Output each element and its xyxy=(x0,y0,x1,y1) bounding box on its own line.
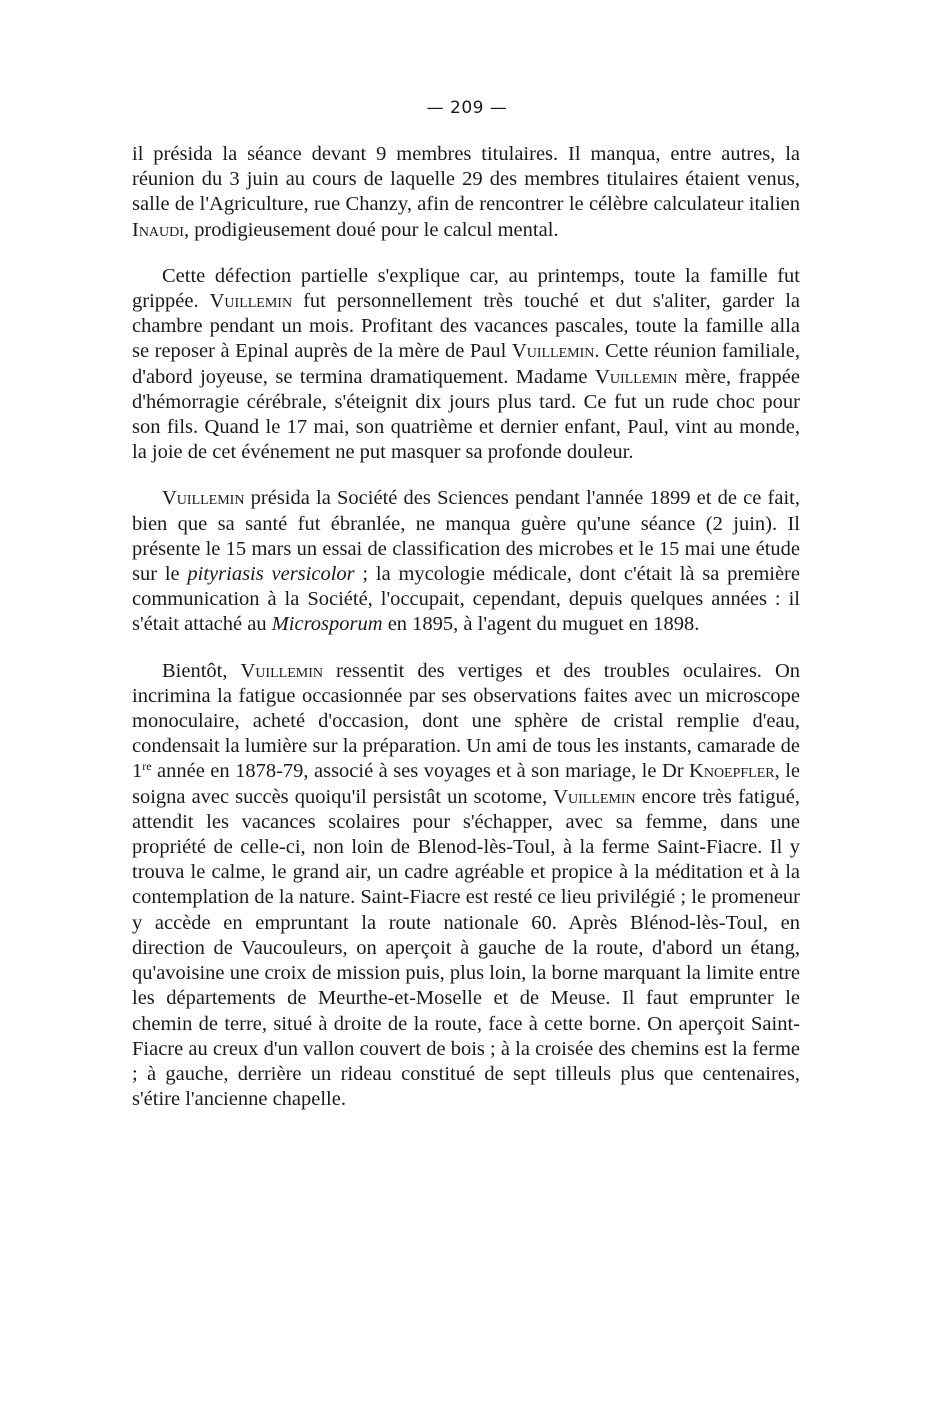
paragraph-4 xyxy=(132,659,800,1113)
ordinal-superscript: re xyxy=(142,759,152,774)
italic-term: pityriasis versicolor xyxy=(187,563,355,586)
person-name: Knoepfler xyxy=(689,760,775,783)
person-name: Vuillemin xyxy=(162,487,245,510)
text-span: ; la mycologie médicale, dont c'était là sa première communication à la Société, l'occupait, cependant, depuis quelques années : il s'était attaché au xyxy=(132,563,800,636)
text-span: . Cette réunion familiale, d'abord joyeuse, se termina dramatiquement. Madame xyxy=(132,340,801,388)
text-span: fut personnellement très touché et dut s'aliter, garder la chambre pendant un mois. Profitant des vacances pascales, toute la famille alla se reposer à Epinal auprès de la mère de Paul xyxy=(132,290,800,363)
person-name: Inaudi xyxy=(132,218,184,241)
text-span: il présida la séance devant 9 membres titulaires. Il manqua, entre autres, la réunion du 3 juin au cours de laquelle 29 des membres titulaires étaient venus, salle de l'Agriculture, rue Chanzy, afin de rencontrer le célèbre calculateur italien xyxy=(132,143,800,216)
person-name: Vuillemin xyxy=(553,785,636,808)
body-text xyxy=(132,142,800,1133)
paragraph-2 xyxy=(132,264,800,466)
text-span: , prodigieusement doué pour le calcul mental. xyxy=(183,218,559,241)
person-name: Vuillemin xyxy=(595,365,678,388)
italic-term: Microsporum xyxy=(271,613,383,636)
text-span: année en 1878-79, associé à ses voyages et à son mariage, le Dr xyxy=(151,760,690,783)
text-span: en 1895, à l'agent du muguet en 1898. xyxy=(382,613,700,636)
person-name: Vuillemin xyxy=(209,290,293,313)
paragraph-3 xyxy=(132,486,800,637)
text-span: Bientôt, xyxy=(162,659,241,682)
text-span: ressentit des vertiges et des troubles oculaires. On incrimina la fatigue occasionnée par ses observations faites avec un microscope monoculaire, acheté d'occasion, dont une sphère de cristal remplie d'eau, condensait la lumière sur la préparation. Un ami de tous les instants, camarade de 1 xyxy=(132,659,801,783)
text-span: Cette défection partielle s'explique car, au printemps, toute la famille fut grippée. xyxy=(132,264,800,313)
person-name: Vuillemin xyxy=(511,340,595,363)
text-span: mère, frappée d'hémorragie cérébrale, s'éteignit dix jours plus tard. Ce fut un rude choc pour son fils. Quand le 17 mai, son quatrième et dernier enfant, Paul, vint au monde, la joie de cet événement ne put masquer sa profonde douleur. xyxy=(132,365,801,464)
paragraph-1 xyxy=(132,142,800,243)
text-span: , le soigna avec succès quoiqu'il persistât un scotome, xyxy=(132,760,801,808)
text-span: encore très fatigué, attendit les vacances scolaires pour s'échapper, avec sa femme, dans une propriété de celle-ci, non loin de Blenod-lès-Toul, à la ferme Saint-Fiacre. Il y trouva le calme, le grand air, un cadre agréable et propice à la méditation et à la contemplation de la nature. Saint-Fiacre est resté ce lieu privilégié ; le promeneur y accède en empruntant la route nationale 60. Après Blénod-lès-Toul, en direction de Vaucouleurs, on aperçoit à gauche de la route, d'abord un étang, qu'avoisine une croix de mission puis, plus loin, la borne marquant la limite entre les départements de Meurthe-et-Moselle et de Meuse. Il faut emprunter le chemin de terre, situé à droite de la route, face à cette borne. On aperçoit Saint-Fiacre au creux d'un vallon couvert de bois ; à la croisée des chemins est la ferme ; à gauche, derrière un rideau constitué de sept tilleuls plus que centenaires, s'étire l'ancienne chapelle. xyxy=(132,785,800,1111)
person-name: Vuillemin xyxy=(240,659,323,682)
page-number: — 209 — xyxy=(426,98,508,118)
text-span: présida la Société des Sciences pendant l'année 1899 et de ce fait, bien que sa santé fut ébranlée, ne manqua guère qu'une séance (2 juin). Il présente le 15 mars un essai de classification des microbes et le 15 mai une étude sur le xyxy=(132,487,800,586)
